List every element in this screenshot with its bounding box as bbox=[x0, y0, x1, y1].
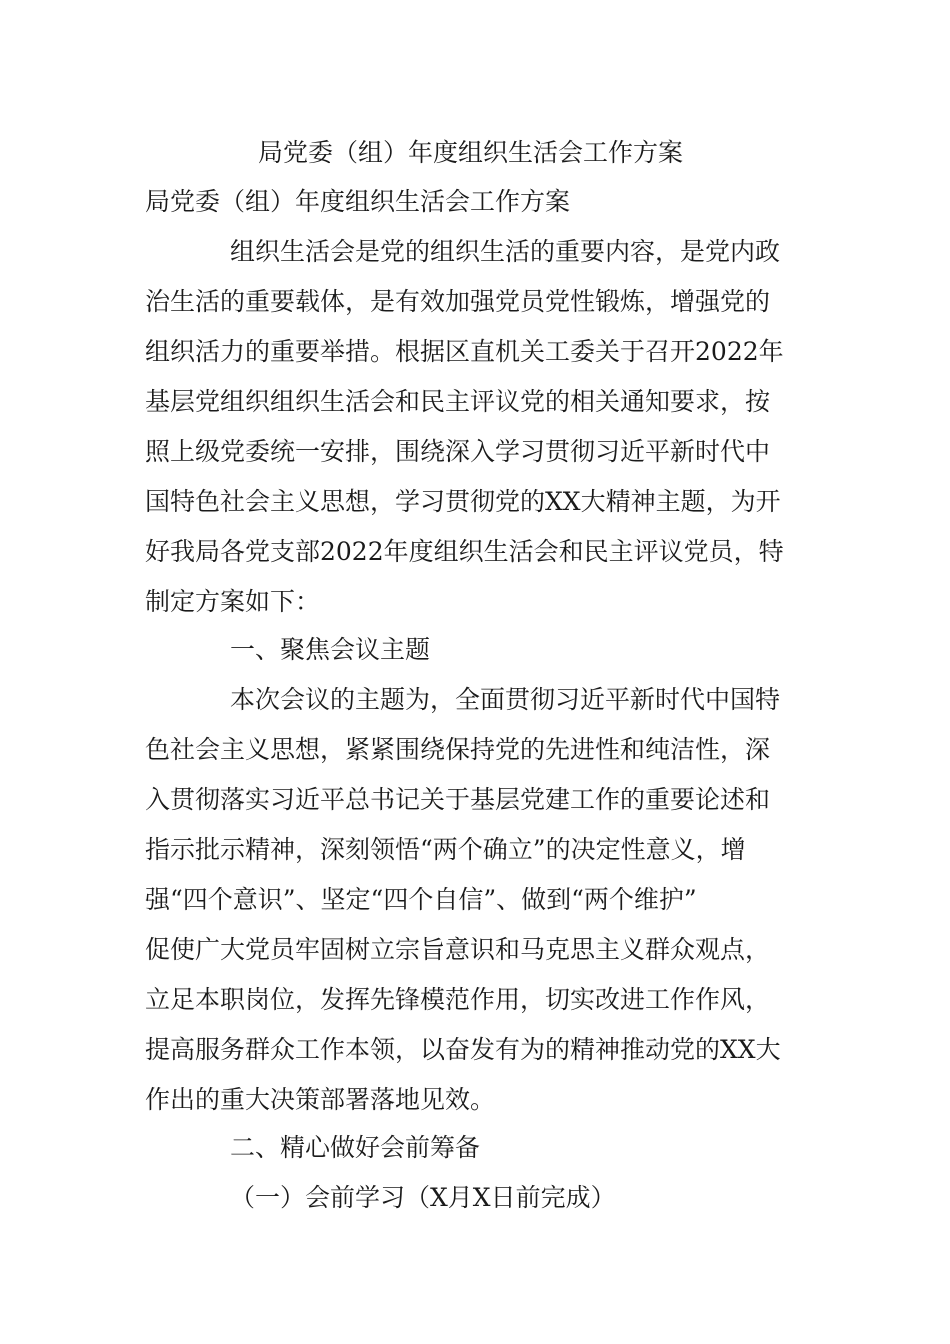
document-subheading: 局党委（组）年度组织生活会工作方案 bbox=[145, 187, 571, 216]
paragraph-line: 制定方案如下： bbox=[145, 587, 321, 616]
section-title-1: 一、聚焦会议主题 bbox=[230, 635, 431, 664]
document-heading: 局党委（组）年度组织生活会工作方案 bbox=[258, 138, 684, 167]
paragraph-line: 组织生活会是党的组织生活的重要内容，是党内政 bbox=[230, 237, 781, 266]
paragraph-line: 指示批示精神，深刻领悟“两个确立”的决定性意义，增 bbox=[145, 835, 746, 864]
paragraph-line: 强“四个意识”、坚定“四个自信”、做到“两个维护” bbox=[145, 885, 697, 914]
paragraph-line: 提高服务群众工作本领，以奋发有为的精神推动党的XX大 bbox=[145, 1035, 781, 1064]
paragraph-line: 本次会议的主题为，全面贯彻习近平新时代中国特 bbox=[230, 685, 781, 714]
paragraph-line: 作出的重大决策部署落地见效。 bbox=[145, 1085, 496, 1114]
subsection-title-1: （一）会前学习（X月X日前完成） bbox=[230, 1183, 616, 1212]
paragraph-line: 基层党组织组织生活会和民主评议党的相关通知要求，按 bbox=[145, 387, 771, 416]
paragraph-line: 促使广大党员牢固树立宗旨意识和马克思主义群众观点， bbox=[145, 935, 771, 964]
paragraph-line: 国特色社会主义思想，学习贯彻党的XX大精神主题，为开 bbox=[145, 487, 781, 516]
paragraph-line: 立足本职岗位，发挥先锋模范作用，切实改进工作作风， bbox=[145, 985, 771, 1014]
paragraph-line: 治生活的重要载体，是有效加强党员党性锻炼，增强党的 bbox=[145, 287, 771, 316]
paragraph-line: 照上级党委统一安排，围绕深入学习贯彻习近平新时代中 bbox=[145, 437, 771, 466]
paragraph-line: 色社会主义思想，紧紧围绕保持党的先进性和纯洁性，深 bbox=[145, 735, 771, 764]
section-title-2: 二、精心做好会前筹备 bbox=[230, 1133, 481, 1162]
paragraph-line: 好我局各党支部2022年度组织生活会和民主评议党员，特 bbox=[145, 537, 784, 566]
paragraph-line: 入贯彻落实习近平总书记关于基层党建工作的重要论述和 bbox=[145, 785, 771, 814]
paragraph-line: 组织活力的重要举措。根据区直机关工委关于召开2022年 bbox=[145, 337, 784, 366]
